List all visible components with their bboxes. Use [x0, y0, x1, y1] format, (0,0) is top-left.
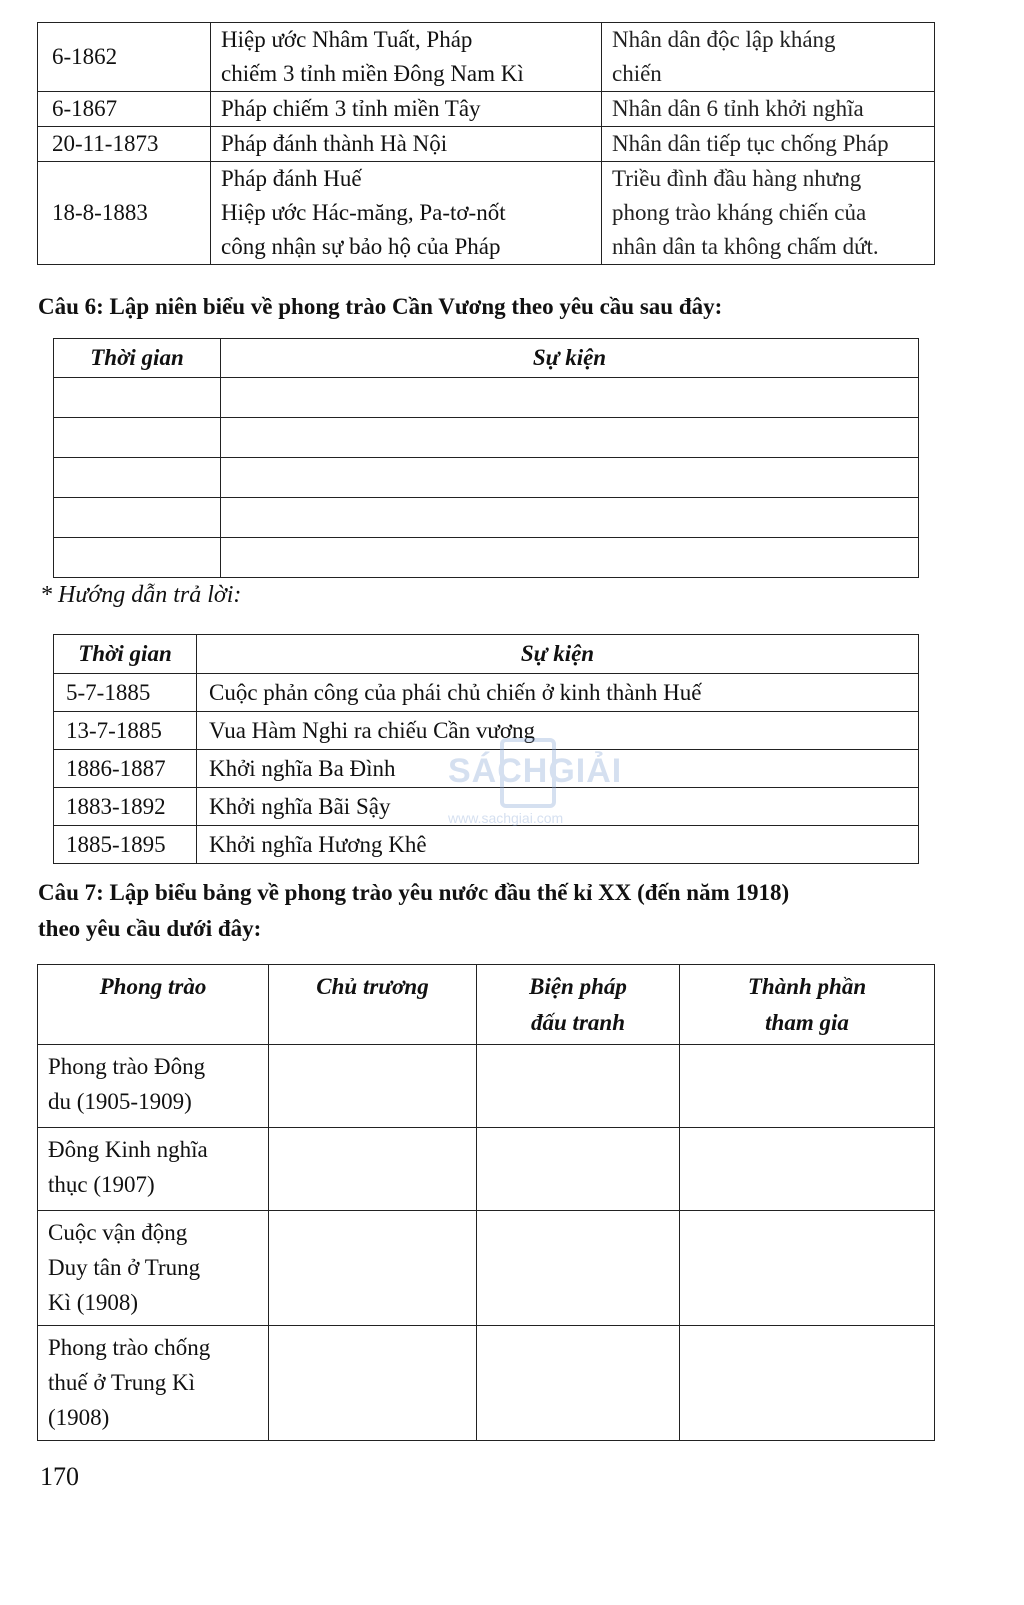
- cell-line: Thành phần: [747, 974, 867, 999]
- cell-line: Pháp đánh Huế: [221, 166, 362, 191]
- movement-cell: [38, 1211, 269, 1326]
- cell-line: tham gia: [765, 1010, 849, 1035]
- cell-line: Chủ trương: [316, 974, 429, 999]
- cell-line: Biện pháp: [529, 974, 627, 999]
- cell-line: Cuộc vận động: [48, 1220, 188, 1245]
- event-cell: [211, 23, 602, 92]
- blank-cell: [269, 1211, 477, 1326]
- date-cell: 1883-1892: [54, 788, 197, 826]
- event-cell: Vua Hàm Nghi ra chiếu Cần vương: [197, 712, 919, 750]
- movement-cell: [38, 1326, 269, 1441]
- cell-line: Hiệp ước Hác-măng, Pa-tơ-nốt: [221, 200, 506, 225]
- event-cell: Khởi nghĩa Hương Khê: [197, 826, 919, 864]
- blank-cell: [477, 1045, 680, 1128]
- table-row: [54, 498, 919, 538]
- cell-line: phong trào kháng chiến của: [612, 200, 867, 225]
- column-header: [477, 965, 680, 1045]
- table-row: [38, 162, 935, 265]
- cell-line: Nhân dân độc lập kháng: [612, 27, 836, 52]
- page-number: 170: [40, 1462, 79, 1491]
- date-cell: 13-7-1885: [54, 712, 197, 750]
- table-row: [54, 418, 919, 458]
- patriotic-movement-table: [37, 964, 935, 1441]
- response-cell: [602, 92, 935, 127]
- event-cell: [211, 92, 602, 127]
- table-row: [38, 127, 935, 162]
- event-cell: Khởi nghĩa Ba Đình: [197, 750, 919, 788]
- response-cell: [602, 127, 935, 162]
- blank-cell: [477, 1211, 680, 1326]
- watermark-logo: SÁCHGIẢI www.sachgiai.com: [448, 738, 618, 828]
- blank-cell: [269, 1326, 477, 1441]
- history-table-1: [37, 22, 935, 265]
- blank-cell: [269, 1045, 477, 1128]
- date-cell: 1886-1887: [54, 750, 197, 788]
- cell-line: Phong trào: [99, 974, 207, 999]
- column-header: [38, 965, 269, 1045]
- table-row: [54, 458, 919, 498]
- can-vuong-blank-table: [53, 338, 919, 578]
- blank-cell: [680, 1128, 935, 1211]
- table-row: [38, 1211, 935, 1326]
- cell-line: chiếm 3 tỉnh miền Đông Nam Kì: [221, 61, 524, 86]
- blank-cell: [269, 1128, 477, 1211]
- column-header: [269, 965, 477, 1045]
- cell-line: chiến: [612, 61, 662, 86]
- table-row: [38, 23, 935, 92]
- table-row: [38, 1326, 935, 1441]
- date-cell: 1885-1895: [54, 826, 197, 864]
- event-cell: [211, 127, 602, 162]
- movement-cell: [38, 1128, 269, 1211]
- cell-line: (1908): [48, 1405, 110, 1430]
- table-row: [54, 788, 919, 826]
- table-row: [54, 750, 919, 788]
- question-7-heading-line2: theo yêu cầu dưới đây:: [38, 916, 262, 941]
- response-cell: [602, 162, 935, 265]
- header-event: Sự kiện: [197, 635, 919, 674]
- column-header: [680, 965, 935, 1045]
- cell-line: thục (1907): [48, 1172, 155, 1197]
- question-6-heading: Câu 6: Lập niên biểu về phong trào Cần Vương theo yêu cầu sau đây:: [38, 294, 723, 319]
- header-time: Thời gian: [54, 339, 221, 378]
- date-cell: 6-1867: [38, 92, 211, 127]
- cell-line: thuế ở Trung Kì: [48, 1370, 195, 1395]
- table-row: [38, 92, 935, 127]
- table-row: [38, 1128, 935, 1211]
- cell-line: Kì (1908): [48, 1290, 139, 1315]
- table-row: [54, 712, 919, 750]
- table-row: [54, 674, 919, 712]
- table-row: [54, 826, 919, 864]
- date-cell: 6-1862: [38, 23, 211, 92]
- blank-cell: [477, 1128, 680, 1211]
- response-cell: [602, 23, 935, 92]
- cell-line: Triều đình đầu hàng nhưng: [612, 166, 862, 191]
- cell-line: Đông Kinh nghĩa: [48, 1137, 208, 1162]
- event-cell: Cuộc phản công của phái chủ chiến ở kinh thành Huế: [197, 674, 919, 712]
- blank-cell: [477, 1326, 680, 1441]
- answer-guide-label: * Hướng dẫn trả lời:: [40, 582, 242, 608]
- cell-line: Nhân dân 6 tỉnh khởi nghĩa: [612, 96, 864, 121]
- cell-line: du (1905-1909): [48, 1089, 192, 1114]
- event-cell: Khởi nghĩa Bãi Sậy: [197, 788, 919, 826]
- table-row: [54, 538, 919, 578]
- can-vuong-answer-table: [53, 634, 919, 864]
- date-cell: 20-11-1873: [38, 127, 211, 162]
- cell-line: Hiệp ước Nhâm Tuất, Pháp: [221, 27, 473, 52]
- date-cell: 18-8-1883: [38, 162, 211, 265]
- cell-line: Pháp đánh thành Hà Nội: [221, 131, 448, 156]
- movement-cell: [38, 1045, 269, 1128]
- table-row: [38, 1045, 935, 1128]
- cell-line: Phong trào chống: [48, 1335, 211, 1360]
- blank-cell: [680, 1326, 935, 1441]
- cell-line: công nhận sự bảo hộ của Pháp: [221, 234, 501, 259]
- date-cell: 5-7-1885: [54, 674, 197, 712]
- cell-line: Nhân dân tiếp tục chống Pháp: [612, 131, 889, 156]
- cell-line: Phong trào Đông: [48, 1054, 206, 1079]
- table-row: [54, 378, 919, 418]
- cell-line: đấu tranh: [531, 1010, 625, 1035]
- blank-cell: [680, 1211, 935, 1326]
- header-time: Thời gian: [54, 635, 197, 674]
- cell-line: Pháp chiếm 3 tỉnh miền Tây: [221, 96, 481, 121]
- question-7-heading-line1: Câu 7: Lập biểu bảng về phong trào yêu nước đầu thế kỉ XX (đến năm 1918): [38, 880, 790, 905]
- cell-line: nhân dân ta không chấm dứt.: [612, 234, 879, 259]
- blank-cell: [680, 1045, 935, 1128]
- event-cell: [211, 162, 602, 265]
- cell-line: Duy tân ở Trung: [48, 1255, 201, 1280]
- header-event: Sự kiện: [221, 339, 919, 378]
